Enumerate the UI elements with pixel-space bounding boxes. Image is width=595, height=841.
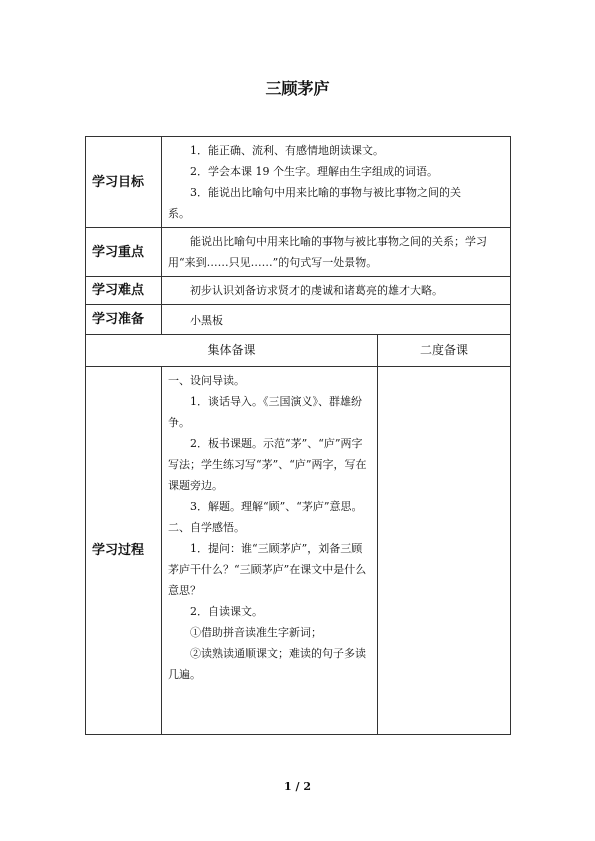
process-line: 一、设问导读。	[168, 374, 245, 387]
key-content	[162, 228, 511, 277]
process-line: ②读熟读通顺课文；难读的句子多读几遍。	[168, 647, 366, 681]
goal-item-2: 2．学会本课 19 个生字。理解由生字组成的词语。	[190, 165, 438, 178]
goal-item-1: 1．能正确、流利、有感情地朗读课文。	[190, 144, 384, 157]
process-line: 二、自学感悟。	[168, 521, 245, 534]
prep-content	[162, 305, 511, 335]
prep-text: 小黑板	[190, 314, 223, 327]
label-difficulty: 学习难点	[86, 277, 162, 305]
row-process	[86, 367, 511, 735]
process-line: 1．谈话导入。《三国演义》、群雄纷争。	[168, 395, 362, 429]
process-content	[162, 367, 378, 735]
goals-content	[162, 137, 511, 228]
page-number: 1 / 2	[284, 780, 311, 793]
process-line: 1．提问：谁“三顾茅庐”，刘备三顾茅庐干什么？“三顾茅庐”在课文中是什么意思？	[168, 542, 367, 597]
row-prep	[86, 305, 511, 335]
goal-item-3: 3．能说出比喻句中用来比喻的事物与被比事物之间的关	[190, 186, 461, 199]
row-goals	[86, 137, 511, 228]
document-title: 三顾茅庐	[265, 79, 330, 98]
lesson-plan-table	[85, 136, 511, 735]
second-prep-cell[interactable]	[378, 367, 511, 735]
label-process: 学习过程	[86, 367, 162, 735]
header-collective: 集体备课	[86, 335, 378, 367]
row-header	[86, 335, 511, 367]
header-second: 二度备课	[378, 335, 511, 367]
process-line: 2．板书课题。示范“茅”、“庐”两字写法；学生练习写“茅”、“庐”两字，写在课题旁边。	[168, 437, 367, 492]
key-text: 能说出比喻句中用来比喻的事物与被比事物之间的关系；学习用“来到……只见……”的句式写一处景物。	[168, 235, 487, 269]
row-key	[86, 228, 511, 277]
process-line: ①借助拼音读准生字新词；	[190, 626, 322, 639]
difficulty-text: 初步认识刘备访求贤才的虔诚和诸葛亮的雄才大略。	[190, 284, 443, 297]
label-key: 学习重点	[86, 228, 162, 277]
label-goals: 学习目标	[86, 137, 162, 228]
difficulty-content	[162, 277, 511, 305]
label-prep: 学习准备	[86, 305, 162, 335]
row-difficulty	[86, 277, 511, 305]
process-line: 2．自读课文。	[190, 605, 263, 618]
process-line: 3．解题。理解“顾”、“茅庐”意思。	[190, 500, 363, 513]
goal-item-3-cont: 系。	[168, 207, 190, 220]
